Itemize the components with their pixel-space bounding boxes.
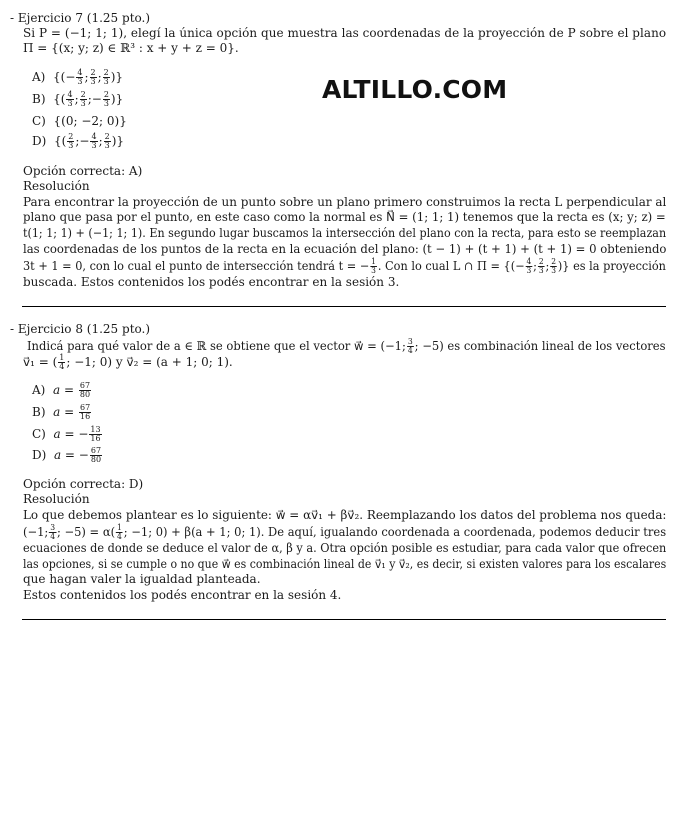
exercise-7-resolution-label: Resolución — [23, 179, 90, 193]
exercise-8-correct-option: Opción correcta: D) — [23, 477, 144, 491]
exercise-8-question-line-2: v⃗₁ = ( $\frac{1}{4}$ ; −1; 0) y v⃗₂ = (a + 1; 0; 1). — [23, 353, 233, 371]
exercise-7-resolution-line-3: t(1; 1; 1) + (−1; 1; 1). En segundo lugar buscamos la intersección del plano con la recta, para esto se reemplazan — [23, 226, 667, 240]
exercise-8-option-d: D) a = − $\frac{67}{80}$ — [32, 446, 102, 464]
exercise-8-option-a: A) a = $\frac{67}{80}$ — [32, 381, 91, 399]
exercise-8-heading: - Ejercicio 8 (1.25 pto.) — [10, 322, 151, 336]
exercise-7-option-a: A) {(− $\frac{4}{3}$ ; $\frac{2}{3}$ ; $\frac{2}{3}$ )} — [32, 68, 124, 86]
exercise-8-resolution-label: Resolución — [23, 492, 90, 506]
exercise-8-option-c: C) a = − $\frac{13}{16}$ — [32, 425, 101, 443]
exercise-7-correct-option: Opción correcta: A) — [23, 164, 143, 178]
exercise-8-question-line-1: Indicá para qué valor de a ∈ ℝ se obtiene que el vector w⃗ = (−1; $\frac{3}{4}$ ; −5) es combinación lineal de los vectores — [27, 337, 666, 355]
exercise-7-resolution-line-4: las coordenadas de los puntos de la recta en la ecuación del plano: (t − 1) + (t + 1) + (t + 1) = 0 obteniendo — [23, 242, 667, 256]
exercise-8-resolution-line-1: Lo que debemos plantear es lo siguiente: w⃗ = αv⃗₁ + βv⃗₂. Reemplazando los datos del problema nos queda: — [23, 508, 667, 522]
exercise-7-question-line-1: Si P = (−1; 1; 1), elegí la única opción que muestra las coordenadas de la proyección de P sobre el plano — [23, 26, 667, 40]
watermark-logo: ALTILLO.COM — [322, 75, 508, 104]
exercise-8-option-b: B) a = $\frac{67}{16}$ — [32, 403, 91, 421]
exercise-8-resolution-line-2: (−1; $\frac{3}{4}$ ; −5) = α( $\frac{1}{4}$ ; −1; 0) + β(a + 1; 0; 1). De aquí, igualando coordenada a coordenada, podemos deducir tres — [23, 523, 667, 541]
exercise-7-option-d: D) {( $\frac{2}{3}$ ;− $\frac{4}{3}$ ; $\frac{2}{3}$ )} — [32, 132, 125, 150]
exercise-8-resolution-line-6: Estos contenidos los podés encontrar en la sesión 4. — [23, 588, 342, 602]
section-divider-bottom — [22, 619, 666, 620]
exercise-7-heading: - Ejercicio 7 (1.25 pto.) — [10, 11, 151, 25]
exercise-7-resolution-line-5: 3t + 1 = 0, con lo cual el punto de intersección tendrá t = − $\frac{1}{3}$ . Con lo cual L ∩ Π = {(− $\frac{4}{3}$ ; $\frac{2}{3}$ ; $\frac{2}{3}$ )} es la proyección — [23, 257, 666, 275]
exercise-8-resolution-line-4: las opciones, si se cumple o no que w⃗ es combinación lineal de v⃗₁ y v⃗₂, es decir, si existen valores para los escalares — [23, 557, 667, 571]
exercise-8-resolution-line-3: ecuaciones de donde se deduce el valor de α, β y a. Otra opción posible es estudiar, para cada valor que ofrecen — [23, 541, 667, 555]
exercise-7-resolution-line-6: buscada. Estos contenidos los podés encontrar en la sesión 3. — [23, 275, 400, 289]
exercise-7-question-line-2: Π = {(x; y; z) ∈ ℝ³ : x + y + z = 0}. — [23, 41, 239, 55]
exercise-8-resolution-line-5: que hagan valer la igualdad planteada. — [23, 572, 261, 586]
exercise-7-resolution-line-2: plano que pasa por el punto, en este caso como la normal es N⃗ = (1; 1; 1) tenemos que la recta es (x; y; z) = — [23, 210, 666, 224]
exercise-7-option-b: B) {( $\frac{4}{3}$ ; $\frac{2}{3}$ ;− $\frac{2}{3}$ )} — [32, 90, 124, 108]
section-divider — [22, 306, 666, 307]
exercise-7-resolution-line-1: Para encontrar la proyección de un punto sobre un plano primero construimos la recta L perpendicular al — [23, 195, 667, 209]
exercise-7-option-c: C) {(0; −2; 0)} — [32, 114, 127, 128]
